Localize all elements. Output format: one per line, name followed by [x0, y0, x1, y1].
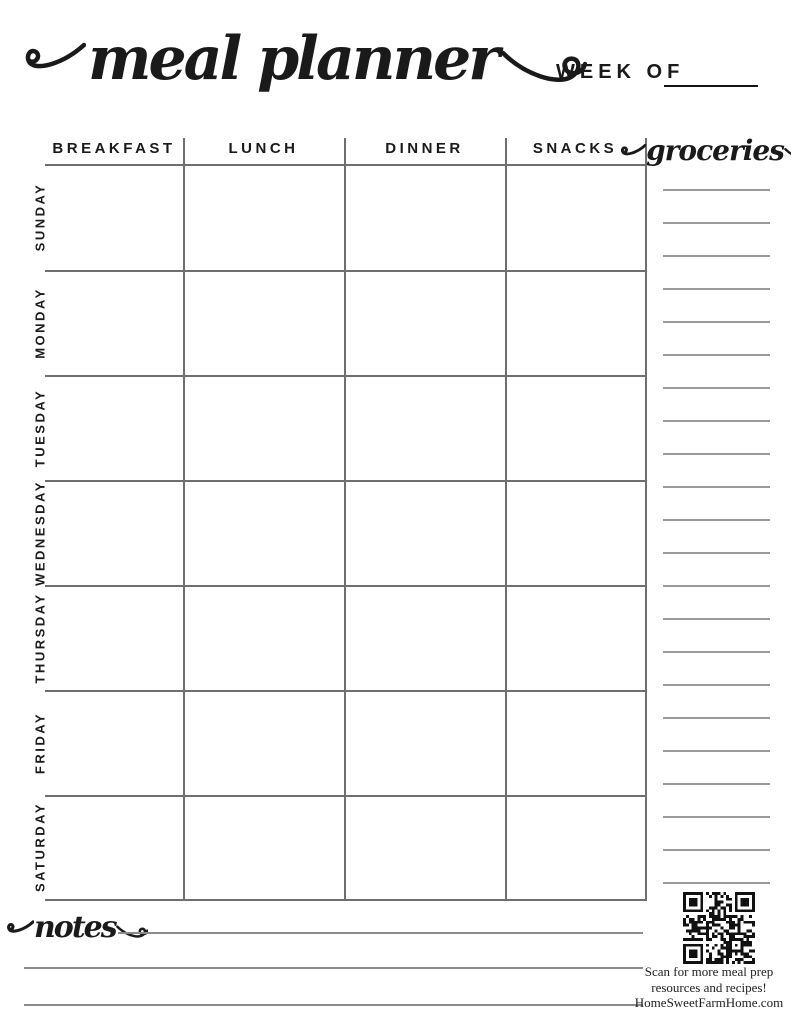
meal-cell-wednesday-dinner[interactable]: [346, 482, 505, 585]
groceries-section-title: [644, 130, 790, 172]
meal-cell-thursday-lunch[interactable]: [185, 587, 344, 690]
swash-left-icon: [620, 140, 646, 162]
grocery-line[interactable]: [663, 420, 770, 422]
qr-caption-line: HomeSweetFarmHome.com: [634, 995, 784, 1010]
grocery-line[interactable]: [663, 222, 770, 224]
meal-cell-wednesday-snacks[interactable]: [507, 482, 645, 585]
meal-cell-monday-dinner[interactable]: [346, 272, 505, 375]
meal-cell-tuesday-snacks[interactable]: [507, 377, 645, 480]
notes-title-text: notes: [34, 910, 116, 945]
swash-right-icon: [784, 144, 791, 168]
grocery-line[interactable]: [663, 552, 770, 554]
qr-code-icon: [683, 892, 755, 964]
grocery-line[interactable]: [663, 783, 770, 785]
grid-vline: [645, 138, 647, 901]
day-label-wednesday: WEDNESDAY: [32, 479, 48, 586]
swash-left-icon: [22, 33, 86, 85]
meal-cell-tuesday-lunch[interactable]: [185, 377, 344, 480]
notes-line[interactable]: [24, 1004, 643, 1006]
grocery-line[interactable]: [663, 486, 770, 488]
grid-hline: [45, 899, 647, 901]
day-label-friday: FRIDAY: [32, 711, 48, 774]
meal-cell-sunday-dinner[interactable]: [346, 166, 505, 270]
grocery-line[interactable]: [663, 288, 770, 290]
grocery-line[interactable]: [663, 354, 770, 356]
grocery-line[interactable]: [663, 882, 770, 884]
qr-caption-line: Scan for more meal prep: [644, 964, 774, 979]
meal-cell-monday-lunch[interactable]: [185, 272, 344, 375]
meal-cell-saturday-snacks[interactable]: [507, 797, 645, 899]
column-header-snacks: SNACKS: [532, 140, 618, 157]
grocery-line[interactable]: [663, 189, 770, 191]
day-label-sunday: SUNDAY: [32, 182, 48, 252]
day-label-tuesday: TUESDAY: [32, 388, 48, 467]
meal-cell-friday-breakfast[interactable]: [47, 692, 183, 795]
notes-section-title: [6, 902, 148, 954]
grocery-line[interactable]: [663, 651, 770, 653]
page-title-text: meal planner: [88, 24, 497, 94]
meal-cell-thursday-breakfast[interactable]: [47, 587, 183, 690]
qr-caption: [630, 964, 788, 1011]
meal-cell-sunday-breakfast[interactable]: [47, 166, 183, 270]
meal-cell-monday-breakfast[interactable]: [47, 272, 183, 375]
grocery-line[interactable]: [663, 255, 770, 257]
day-label-thursday: THURSDAY: [32, 591, 48, 684]
week-of-blank[interactable]: [664, 85, 758, 87]
meal-cell-thursday-snacks[interactable]: [507, 587, 645, 690]
grocery-line[interactable]: [663, 849, 770, 851]
grocery-line[interactable]: [663, 519, 770, 521]
groceries-title-text: groceries: [646, 134, 784, 167]
day-label-monday: MONDAY: [32, 286, 48, 359]
meal-cell-saturday-breakfast[interactable]: [47, 797, 183, 899]
meal-cell-friday-lunch[interactable]: [185, 692, 344, 795]
meal-cell-friday-dinner[interactable]: [346, 692, 505, 795]
meal-cell-sunday-snacks[interactable]: [507, 166, 645, 270]
meal-cell-tuesday-dinner[interactable]: [346, 377, 505, 480]
qr-caption-line: resources and recipes!: [651, 979, 767, 995]
meal-cell-saturday-dinner[interactable]: [346, 797, 505, 899]
column-header-lunch: LUNCH: [228, 140, 299, 157]
meal-cell-friday-snacks[interactable]: [507, 692, 645, 795]
grocery-line[interactable]: [663, 816, 770, 818]
meal-cell-monday-snacks[interactable]: [507, 272, 645, 375]
meal-cell-wednesday-breakfast[interactable]: [47, 482, 183, 585]
meal-cell-thursday-dinner[interactable]: [346, 587, 505, 690]
grocery-line[interactable]: [663, 321, 770, 323]
meal-cell-wednesday-lunch[interactable]: [185, 482, 344, 585]
grocery-line[interactable]: [663, 717, 770, 719]
meal-cell-tuesday-breakfast[interactable]: [47, 377, 183, 480]
week-of-label: WEEK OF: [556, 61, 685, 83]
column-header-breakfast: BREAKFAST: [52, 140, 176, 157]
grocery-line[interactable]: [663, 387, 770, 389]
grocery-line[interactable]: [663, 585, 770, 587]
swash-left-icon: [6, 916, 34, 940]
meal-cell-sunday-lunch[interactable]: [185, 166, 344, 270]
grocery-line[interactable]: [663, 750, 770, 752]
column-header-dinner: DINNER: [385, 140, 464, 157]
swash-right-icon: [116, 921, 148, 947]
notes-line[interactable]: [118, 932, 643, 934]
grocery-line[interactable]: [663, 453, 770, 455]
grocery-line[interactable]: [663, 618, 770, 620]
day-label-saturday: SATURDAY: [32, 801, 48, 893]
notes-line[interactable]: [24, 967, 643, 969]
meal-cell-saturday-lunch[interactable]: [185, 797, 344, 899]
grocery-line[interactable]: [663, 684, 770, 686]
page-title: [22, 6, 587, 112]
